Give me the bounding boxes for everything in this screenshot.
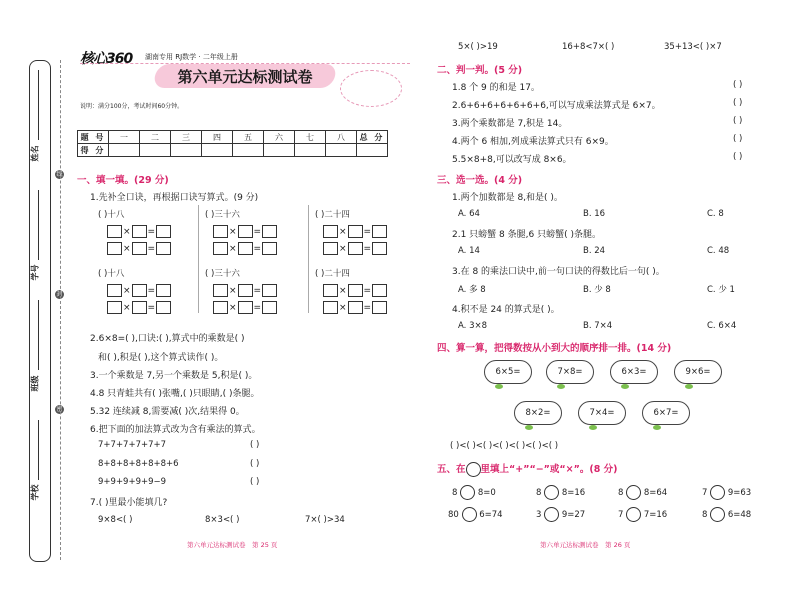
operator-circle[interactable] — [710, 485, 725, 500]
box-equation: × = — [213, 225, 277, 238]
fill-item — [618, 507, 667, 522]
answer-box[interactable] — [262, 301, 277, 314]
q7-item: 9×8<( ) — [98, 515, 133, 525]
section-3-title: 三、选一选。(4 分) — [437, 175, 523, 186]
answer-box[interactable] — [323, 301, 338, 314]
q7-item: 8×3<( ) — [205, 515, 240, 525]
score-cell[interactable] — [326, 144, 357, 157]
school-label: 学校 — [30, 484, 40, 501]
choice-option[interactable]: C. 48 — [707, 246, 730, 256]
q1-label: ( )十八 — [98, 210, 125, 220]
operator-circle[interactable] — [626, 507, 641, 522]
fill-item — [452, 485, 496, 500]
score-col: 八 — [326, 131, 357, 144]
fill-left: 7 — [702, 488, 708, 498]
answer-box[interactable] — [156, 225, 171, 238]
fill-left: 8 — [702, 510, 708, 520]
answer-box[interactable] — [372, 301, 387, 314]
answer-box[interactable] — [156, 242, 171, 255]
choice-option[interactable]: B. 24 — [583, 246, 606, 256]
box-equation: × = — [323, 301, 387, 314]
score-cell[interactable] — [140, 144, 171, 157]
box-equation: × = — [213, 242, 277, 255]
choice-option[interactable]: A. 多 8 — [458, 285, 486, 295]
fill-item — [536, 485, 585, 500]
fill-right: 8=0 — [477, 488, 496, 498]
choice-option[interactable]: B. 少 8 — [583, 285, 611, 295]
score-col: 二 — [140, 131, 171, 144]
fill-right: 6=48 — [727, 510, 752, 520]
q6-answer[interactable]: ( ) — [250, 459, 260, 469]
cloud-card — [484, 360, 532, 384]
q1-label: ( )三十六 — [205, 269, 240, 279]
score-cell[interactable] — [171, 144, 202, 157]
top-item: 35+13<( )×7 — [664, 42, 722, 52]
q1-label: ( )二十四 — [315, 269, 350, 279]
operator-circle[interactable] — [460, 485, 475, 500]
answer-box[interactable] — [132, 242, 147, 255]
class-label: 班级 — [30, 375, 40, 392]
answer-box[interactable] — [372, 225, 387, 238]
answer-box[interactable] — [213, 242, 228, 255]
score-cell[interactable] — [233, 144, 264, 157]
section-2-title: 二、判一判。(5 分) — [437, 65, 523, 76]
exam-note: 说明：满分100分，考试时间60分钟。 — [80, 103, 184, 110]
fill-item — [448, 507, 503, 522]
answer-box[interactable] — [348, 284, 363, 297]
answer-box[interactable] — [372, 284, 387, 297]
choice-option[interactable]: C. 少 1 — [707, 285, 735, 295]
q2-text-a: 2.6×8=( ),口诀:( ),算式中的乘数是( ) — [90, 334, 245, 344]
circle-icon — [466, 462, 481, 477]
answer-box[interactable] — [262, 242, 277, 255]
answer-box[interactable] — [323, 225, 338, 238]
top-item: 5×( )>19 — [458, 42, 498, 52]
fill-item — [536, 507, 585, 522]
fill-left: 7 — [618, 510, 624, 520]
fill-right: 6=74 — [479, 510, 503, 520]
answer-box[interactable] — [132, 301, 147, 314]
score-cell[interactable] — [295, 144, 326, 157]
cut-line — [60, 60, 61, 560]
fill-left: 80 — [448, 510, 459, 520]
operator-circle[interactable] — [626, 485, 641, 500]
judge-item: 5.5×8+8,可以改写成 8×6。 — [452, 155, 572, 165]
cloud-expression: 9×6= — [674, 360, 722, 384]
score-col: 三 — [171, 131, 202, 144]
choice-question: 1.两个加数都是 8,和是( )。 — [452, 193, 563, 203]
judge-answer[interactable]: ( ) — [733, 152, 743, 162]
class-line — [38, 300, 39, 370]
brand-logo: 核心360 — [80, 51, 133, 67]
choice-option[interactable]: A. 3×8 — [458, 321, 488, 331]
score-col: 五 — [233, 131, 264, 144]
fill-right: 8=64 — [643, 488, 668, 498]
id-label: 学号 — [30, 264, 40, 281]
section-4-title: 四、算一算，把得数按从小到大的顺序排一排。(14 分) — [437, 343, 672, 354]
leaf-icon — [685, 384, 693, 389]
page-title: 第六单元达标测试卷 — [177, 68, 313, 86]
judge-answer[interactable]: ( ) — [733, 116, 743, 126]
q2-text-b: 和( ),积是( ),这个算式读作( )。 — [98, 353, 224, 363]
answer-box[interactable] — [238, 301, 253, 314]
cloud-card — [578, 401, 626, 425]
score-cell[interactable] — [264, 144, 295, 157]
answer-box[interactable] — [262, 284, 277, 297]
box-equation: × = — [107, 242, 171, 255]
leaf-icon — [621, 384, 629, 389]
judge-item: 1.8 个 9 的和是 17。 — [452, 83, 540, 93]
leaf-icon — [495, 384, 503, 389]
cloud-expression: 6×7= — [642, 401, 690, 425]
fill-item — [618, 485, 667, 500]
leaf-icon — [525, 425, 533, 430]
choice-option[interactable]: C. 6×4 — [707, 321, 737, 331]
score-col: 六 — [264, 131, 295, 144]
edition-subtitle: 湖南专用 RJ数学 · 二年级上册 — [145, 53, 238, 61]
judge-answer[interactable]: ( ) — [733, 134, 743, 144]
answer-box[interactable] — [372, 242, 387, 255]
box-equation: × = — [213, 284, 277, 297]
school-line — [38, 420, 39, 480]
box-equation: × = — [107, 284, 171, 297]
fill-right: 7=16 — [643, 510, 668, 520]
cloud-expression: 8×2= — [514, 401, 562, 425]
choice-option[interactable]: A. 14 — [458, 246, 480, 256]
box-equation: × = — [323, 225, 387, 238]
box-equation: × = — [213, 301, 277, 314]
cloud-expression: 7×4= — [578, 401, 626, 425]
q1-label: ( )十八 — [98, 269, 125, 279]
answer-box[interactable] — [348, 301, 363, 314]
answer-box[interactable] — [238, 225, 253, 238]
choice-option[interactable]: A. 64 — [458, 209, 480, 219]
choice-question: 4.积不是 24 的算式是( )。 — [452, 305, 560, 315]
q6-text: 6.把下面的加法算式改为含有乘法的算式。 — [90, 425, 261, 435]
id-line — [38, 190, 39, 260]
cloud-card — [674, 360, 722, 384]
choice-option[interactable]: B. 7×4 — [583, 321, 613, 331]
q5-text: 5.32 连续减 8,需要减( )次,结果得 0。 — [90, 407, 245, 417]
answer-box[interactable] — [238, 284, 253, 297]
fill-left: 8 — [452, 488, 458, 498]
seal-dot-3: 密 — [56, 406, 63, 413]
q1-divider — [308, 205, 309, 313]
box-equation: × = — [107, 301, 171, 314]
answer-box[interactable] — [107, 225, 122, 238]
judge-answer[interactable]: ( ) — [733, 80, 743, 90]
answer-box[interactable] — [262, 225, 277, 238]
answer-box[interactable] — [107, 301, 122, 314]
fill-item — [702, 507, 751, 522]
box-equation: × = — [323, 242, 387, 255]
section-5-title — [437, 461, 617, 477]
answer-box[interactable] — [156, 284, 171, 297]
score-header: 题 号 — [78, 131, 109, 144]
section-5-title-a: 五、在 — [437, 464, 466, 475]
leaf-icon — [589, 425, 597, 430]
cloud-card — [642, 401, 690, 425]
q7-item: 7×( )>34 — [305, 515, 345, 525]
answer-box[interactable] — [348, 242, 363, 255]
answer-box[interactable] — [132, 225, 147, 238]
judge-item: 3.两个乘数都是 7,积是 14。 — [452, 119, 568, 129]
answer-box[interactable] — [132, 284, 147, 297]
score-col: 四 — [202, 131, 233, 144]
score-col: 七 — [295, 131, 326, 144]
score-table — [77, 130, 388, 157]
name-line — [38, 70, 39, 140]
top-item: 16+8<7×( ) — [562, 42, 615, 52]
box-equation: × = — [323, 284, 387, 297]
judge-answer[interactable]: ( ) — [733, 98, 743, 108]
order-answer[interactable]: ( )<( )<( )<( )<( )<( )<( ) — [450, 441, 559, 451]
answer-box[interactable] — [348, 225, 363, 238]
choice-option[interactable]: B. 16 — [583, 209, 606, 219]
cloud-card — [610, 360, 658, 384]
leaf-icon — [557, 384, 565, 389]
q3-text: 3.一个乘数是 7,另一个乘数是 5,积是( )。 — [90, 371, 258, 381]
score-col: 一 — [109, 131, 140, 144]
fill-right: 9=27 — [561, 510, 586, 520]
score-total: 总 分 — [357, 131, 388, 144]
cloud-card — [514, 401, 562, 425]
q7-text: 7.( )里最小能填几? — [90, 498, 168, 508]
operator-circle[interactable] — [544, 507, 559, 522]
choice-option[interactable]: C. 8 — [707, 209, 724, 219]
answer-box[interactable] — [238, 242, 253, 255]
answer-box[interactable] — [107, 284, 122, 297]
q1-label: ( )二十四 — [315, 210, 350, 220]
q6-answer[interactable]: ( ) — [250, 440, 260, 450]
answer-box[interactable] — [323, 242, 338, 255]
score-row-label: 得 分 — [78, 144, 109, 157]
seal-dot-1: 线 — [56, 171, 63, 178]
fill-right: 9=63 — [727, 488, 752, 498]
cloud-expression: 6×3= — [610, 360, 658, 384]
section-1-title: 一、填一填。(29 分) — [77, 175, 169, 186]
answer-box[interactable] — [213, 301, 228, 314]
q6-item: 9+9+9+9+9−9 — [98, 477, 167, 487]
fill-left: 8 — [536, 488, 542, 498]
cloud-expression: 6×5= — [484, 360, 532, 384]
score-cell[interactable] — [202, 144, 233, 157]
operator-circle[interactable] — [462, 507, 477, 522]
cloud-expression: 7×8= — [546, 360, 594, 384]
score-cell[interactable] — [357, 144, 388, 157]
q4-text: 4.8 只青蛙共有( )张嘴,( )只眼睛,( )条腿。 — [90, 389, 260, 399]
answer-box[interactable] — [107, 242, 122, 255]
name-label: 姓名 — [30, 145, 40, 162]
fill-item — [702, 485, 751, 500]
answer-box[interactable] — [323, 284, 338, 297]
seal-dot-2: 封 — [56, 291, 63, 298]
right-footer: 第六单元达标测试卷 第 26 页 — [540, 541, 631, 549]
score-cell[interactable] — [109, 144, 140, 157]
q6-item: 7+7+7+7+7+7 — [98, 440, 167, 450]
section-5-title-b: 里填上“+”“−”或“×”。(8 分) — [480, 464, 618, 475]
fill-right: 8=16 — [561, 488, 586, 498]
fill-left: 8 — [618, 488, 624, 498]
choice-question: 2.1 只螃蟹 8 条腿,6 只螃蟹( )条腿。 — [452, 230, 601, 240]
cloud-card — [546, 360, 594, 384]
q6-answer[interactable]: ( ) — [250, 477, 260, 487]
operator-circle[interactable] — [544, 485, 559, 500]
q1-text: 1.先补全口诀，再根据口诀写算式。(9 分) — [90, 193, 259, 203]
decor-swirl — [340, 70, 402, 107]
q1-label: ( )三十六 — [205, 210, 240, 220]
box-equation: × = — [107, 225, 171, 238]
answer-box[interactable] — [156, 301, 171, 314]
judge-item: 2.6+6+6+6+6+6+6,可以写成乘法算式是 6×7。 — [452, 101, 661, 111]
left-footer: 第六单元达标测试卷 第 25 页 — [187, 541, 278, 549]
answer-box[interactable] — [213, 284, 228, 297]
choice-question: 3.在 8 的乘法口诀中,前一句口诀的得数比后一句( )。 — [452, 267, 665, 277]
operator-circle[interactable] — [710, 507, 725, 522]
fill-left: 3 — [536, 510, 542, 520]
q1-divider — [198, 205, 199, 313]
leaf-icon — [653, 425, 661, 430]
q6-item: 8+8+8+8+8+8+6 — [98, 459, 179, 469]
answer-box[interactable] — [213, 225, 228, 238]
judge-item: 4.两个 6 相加,列成乘法算式只有 6×9。 — [452, 137, 614, 147]
